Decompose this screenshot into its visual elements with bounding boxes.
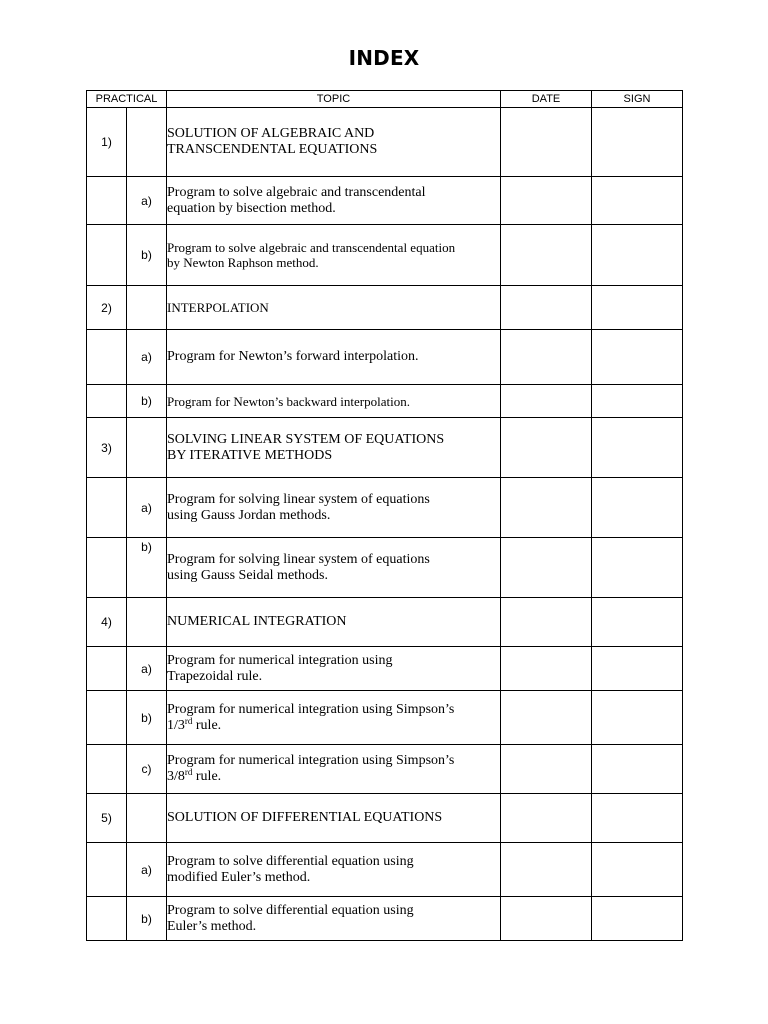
table-row	[87, 225, 683, 286]
date-cell[interactable]	[501, 843, 592, 897]
date-cell[interactable]	[501, 177, 592, 225]
topic-cell	[167, 418, 501, 478]
topic-cell	[167, 598, 501, 647]
sign-cell[interactable]	[592, 418, 683, 478]
topic-text: Program to solve differential equation using Euler’s method.	[167, 902, 414, 934]
topic-text: Program to solve algebraic and transcendental equation by bisection method.	[167, 184, 426, 216]
practical-number: 5)	[87, 794, 127, 843]
sub-item-label	[127, 418, 167, 478]
practical-number	[87, 177, 127, 225]
topic-text: SOLUTION OF ALGEBRAIC AND TRANSCENDENTAL EQUATIONS	[167, 126, 378, 157]
sign-cell[interactable]	[592, 330, 683, 385]
sign-cell[interactable]	[592, 691, 683, 745]
practical-number: 2)	[87, 286, 127, 330]
index-table	[86, 90, 683, 941]
topic-text: Program for numerical integration using Simpson’s 1/3	[167, 701, 455, 733]
header-date: DATE	[501, 91, 592, 108]
sub-item-label: b)	[127, 897, 167, 941]
practical-number	[87, 897, 127, 941]
topic-cell	[167, 647, 501, 691]
table-row	[87, 745, 683, 794]
table-row	[87, 108, 683, 177]
topic-cell	[167, 897, 501, 941]
sub-item-label: a)	[127, 843, 167, 897]
table-row	[87, 897, 683, 941]
superscript: rd	[184, 767, 193, 777]
sub-item-label: a)	[127, 647, 167, 691]
topic-text: Program for numerical integration using Trapezoidal rule.	[167, 652, 393, 684]
topic-cell	[167, 691, 501, 745]
date-cell[interactable]	[501, 691, 592, 745]
date-cell[interactable]	[501, 225, 592, 286]
table-row	[87, 286, 683, 330]
topic-text: Program to solve algebraic and transcendental equation by Newton Raphson method.	[167, 240, 456, 270]
table-row	[87, 843, 683, 897]
sign-cell[interactable]	[592, 478, 683, 538]
header-practical: PRACTICAL	[87, 91, 167, 108]
table-row	[87, 177, 683, 225]
topic-cell	[167, 843, 501, 897]
sign-cell[interactable]	[592, 225, 683, 286]
sub-item-label: b)	[127, 225, 167, 286]
sub-item-label: a)	[127, 330, 167, 385]
date-cell[interactable]	[501, 538, 592, 598]
practical-number	[87, 691, 127, 745]
sign-cell[interactable]	[592, 647, 683, 691]
sub-item-label: c)	[127, 745, 167, 794]
topic-text-after: rule.	[192, 769, 222, 784]
table-row	[87, 418, 683, 478]
table-row	[87, 598, 683, 647]
topic-text: Program for Newton’s forward interpolation.	[167, 349, 419, 364]
practical-number	[87, 843, 127, 897]
topic-text: Program for solving linear system of equations using Gauss Jordan methods.	[167, 491, 430, 523]
practical-number	[87, 745, 127, 794]
sign-cell[interactable]	[592, 598, 683, 647]
topic-cell	[167, 286, 501, 330]
practical-number	[87, 225, 127, 286]
practical-number	[87, 647, 127, 691]
practical-number	[87, 538, 127, 598]
topic-cell	[167, 745, 501, 794]
sign-cell[interactable]	[592, 843, 683, 897]
table-row	[87, 647, 683, 691]
topic-cell	[167, 330, 501, 385]
sign-cell[interactable]	[592, 385, 683, 418]
practical-number	[87, 385, 127, 418]
date-cell[interactable]	[501, 418, 592, 478]
practical-number	[87, 330, 127, 385]
topic-cell	[167, 225, 501, 286]
date-cell[interactable]	[501, 478, 592, 538]
date-cell[interactable]	[501, 647, 592, 691]
topic-cell	[167, 538, 501, 598]
sign-cell[interactable]	[592, 794, 683, 843]
sub-item-label	[127, 598, 167, 647]
sub-item-label: b)	[127, 691, 167, 745]
topic-cell	[167, 794, 501, 843]
topic-text-after: rule.	[192, 717, 222, 733]
date-cell[interactable]	[501, 598, 592, 647]
topic-cell	[167, 108, 501, 177]
sub-item-label: b)	[127, 538, 167, 598]
header-row	[87, 91, 683, 108]
topic-text: SOLUTION OF DIFFERENTIAL EQUATIONS	[167, 810, 443, 825]
sign-cell[interactable]	[592, 745, 683, 794]
table-row	[87, 385, 683, 418]
sub-item-label: a)	[127, 177, 167, 225]
topic-text: SOLVING LINEAR SYSTEM OF EQUATIONS BY ITERATIVE METHODS	[167, 431, 445, 463]
topic-text: Program for numerical integration using Simpson’s 3/8	[167, 753, 455, 784]
sign-cell[interactable]	[592, 897, 683, 941]
date-cell[interactable]	[501, 385, 592, 418]
sign-cell[interactable]	[592, 108, 683, 177]
practical-number: 3)	[87, 418, 127, 478]
sign-cell[interactable]	[592, 177, 683, 225]
sub-item-label	[127, 286, 167, 330]
date-cell[interactable]	[501, 108, 592, 177]
table-row	[87, 538, 683, 598]
sub-item-label: a)	[127, 478, 167, 538]
date-cell[interactable]	[501, 794, 592, 843]
date-cell[interactable]	[501, 330, 592, 385]
table-row	[87, 794, 683, 843]
sub-item-label	[127, 108, 167, 177]
table-row	[87, 691, 683, 745]
topic-cell	[167, 177, 501, 225]
topic-cell	[167, 478, 501, 538]
practical-number: 1)	[87, 108, 127, 177]
date-cell[interactable]	[501, 286, 592, 330]
topic-cell	[167, 385, 501, 418]
header-topic: TOPIC	[167, 91, 501, 108]
superscript: rd	[184, 715, 193, 726]
sub-item-label	[127, 794, 167, 843]
sub-item-label: b)	[127, 385, 167, 418]
topic-text: Program to solve differential equation using modified Euler’s method.	[167, 853, 414, 885]
topic-text: Program for solving linear system of equations using Gauss Seidal methods.	[167, 551, 430, 583]
topic-text: INTERPOLATION	[167, 300, 269, 315]
sign-cell[interactable]	[592, 286, 683, 330]
table-row	[87, 478, 683, 538]
sign-cell[interactable]	[592, 538, 683, 598]
header-sign: SIGN	[592, 91, 683, 108]
topic-text: Program for Newton’s backward interpolation.	[167, 393, 410, 409]
date-cell[interactable]	[501, 745, 592, 794]
date-cell[interactable]	[501, 897, 592, 941]
page-title: INDEX	[348, 46, 420, 70]
practical-number	[87, 478, 127, 538]
topic-text: NUMERICAL INTEGRATION	[167, 614, 347, 629]
table-row	[87, 330, 683, 385]
practical-number: 4)	[87, 598, 127, 647]
